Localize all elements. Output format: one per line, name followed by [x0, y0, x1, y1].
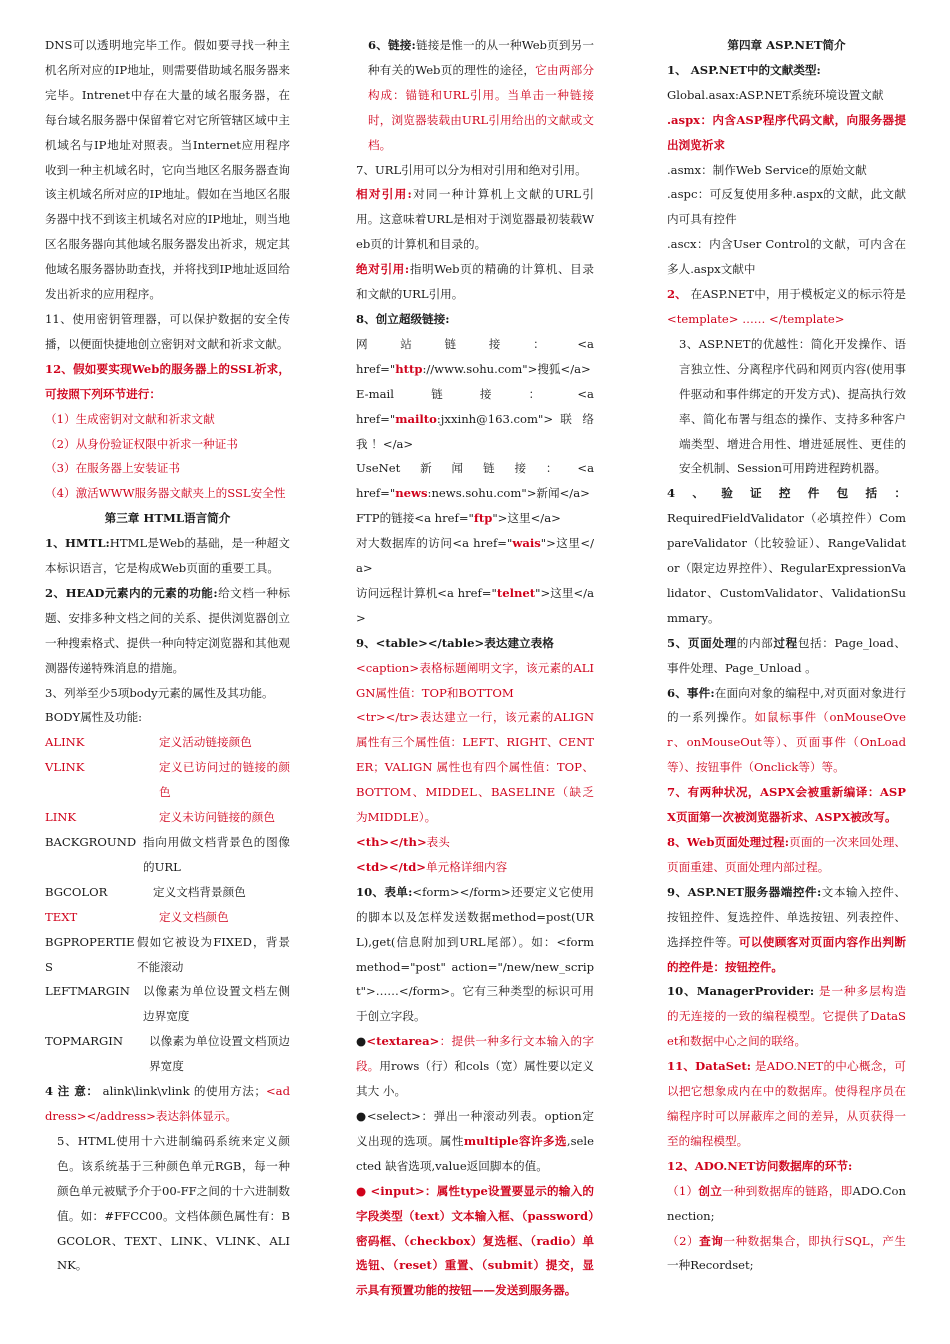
- item-9-table: [356, 631, 594, 656]
- attr-key: TOPMARGIN: [45, 1034, 123, 1049]
- attr-row-bgproperties: [45, 930, 290, 980]
- select-text2: ,selected 缺省选项,value返回脚本的值。: [356, 1133, 594, 1173]
- select-desc: ●<select>：弹出一种滚动列表。option定义出现的选项。属性multiple容许多选,selected 缺省选项,value返回脚本的值。: [356, 1108, 594, 1173]
- usenet-link-words: [356, 456, 594, 481]
- item-5-colors: 5、HTML使用十六进制编码系统来定义颜色。该系统基于三种颜色单元RGB，每一种颜色单元被赋予介于00-FF之间的十六进制数值。如：#FFCC00。文档体颜色属性有：BGCOLOR、TEXT、LINK、VLINK、ALINK。: [57, 1133, 290, 1273]
- telnet-link: [356, 581, 594, 631]
- code: ://www.sohu.com">搜狐</a>: [422, 361, 591, 376]
- form-text: <form></form>还要定义它使用的脚本以及怎样发送数据method=post(URL),get(信息附加到URL尾部）。如：<form method="post" action="/new/new_script">……</form>。它有三种类型的标识可用于创立字段。: [356, 884, 594, 1024]
- label: 6、事件:: [667, 685, 715, 700]
- absolute-label: 绝对引用:: [356, 262, 410, 277]
- events: [667, 681, 906, 781]
- red-text: 是一种多层构造的无连接的一致的编程模型。它提供了DataSet和数据中心之间的联络。: [667, 984, 906, 1049]
- word: 括: [865, 486, 878, 501]
- attr-key: TEXT: [45, 909, 78, 924]
- web-page-process: [667, 830, 906, 880]
- code: FTP的链接<a href=": [356, 511, 474, 526]
- attr-value: 定义文档颜色: [159, 909, 229, 924]
- recompile: 7、有两种状况，ASPX会被重新编译：ASPX页面第一次被浏览器祈求、ASPX被改写。: [667, 785, 906, 825]
- body-attr-question: 3、列举至少5项body元素的属性及其功能。: [45, 685, 274, 700]
- label: 5、页面处理: [667, 635, 737, 650]
- protocol: news: [395, 486, 428, 501]
- code: 对大数据库的访问<a href=": [356, 536, 513, 551]
- select-text: <select>：弹出一种滚动列表。option定义出现的选项。属性: [356, 1108, 594, 1148]
- website-link-code: [356, 357, 594, 382]
- body-attr-title: BODY属性及功能:: [45, 710, 143, 725]
- link-text: 链接是惟一的从一种Web页到另一种有关的Web页的理性的途径，: [368, 38, 594, 77]
- word: ：: [894, 486, 906, 501]
- word: 、: [692, 486, 704, 501]
- num: 2、: [667, 287, 687, 302]
- label: 11、DataSet:: [667, 1059, 751, 1074]
- word: 链: [444, 336, 457, 351]
- attr-value: 定义已访问过的链接的颜色: [159, 760, 290, 800]
- code: ">这里</a>: [356, 585, 594, 625]
- server-controls: [667, 880, 906, 980]
- num: （2）: [667, 1233, 700, 1248]
- word: 新: [420, 461, 432, 476]
- note-address: <address></address>表达斜体显示。: [45, 1084, 291, 1123]
- html-text: HTML是Web的基础，是一种超文本标识语言，它是构成Web页面的重要工具。: [45, 536, 290, 576]
- aspx-desc: .aspx：内含ASP程序代码文献，向服务器提出浏览祈求: [667, 112, 906, 152]
- item-12: 12、假如要实现Web的服务器上的SSL祈求，可按照下列环节进行：: [45, 361, 290, 401]
- num: （1）: [667, 1183, 699, 1198]
- code: href=": [356, 411, 396, 426]
- usenet-link-code: [356, 481, 594, 506]
- ado-steps-title: 12、ADO.NET访问数据库的环节:: [667, 1158, 853, 1173]
- textarea-desc: ●<textarea>：提供一种多行文本输入的字段。用rows（行）和cols（宽）属性要以定义其大 小。: [356, 1034, 594, 1099]
- attr-row-topmargin: [45, 1029, 290, 1079]
- protocol: ftp: [473, 511, 493, 526]
- bold: 过程: [773, 635, 798, 650]
- item-11: 11、使用密钥管理器，可以保护数据的安全传播，以便面快捷地创立密钥对文献和祈求文献。: [45, 311, 290, 351]
- attr-key: LINK: [45, 810, 77, 825]
- textarea-text: ：提供一种多行文本输入的字段。: [356, 1034, 594, 1074]
- attr-row-background: [45, 830, 290, 880]
- asmx-desc: .asmx：制作Web Service的原始文献: [667, 162, 867, 177]
- protocol: wais: [512, 536, 541, 551]
- attr-key: ALINK: [45, 735, 85, 750]
- html-label: 1、HMTL:: [45, 536, 110, 551]
- input-desc: ● <input>：属性type设置要显示的输入的字段类型（text）文本输入框、（password）密码框、（checkbox）复选框、（radio）单选钮、（reset）重置、（submit）提交，显示具有预置功能的按钮——发送到服务器。: [356, 1183, 594, 1298]
- aspc-desc: .aspc：可反复使用多种.aspx的文献，此文献内可具有控件: [667, 187, 906, 227]
- link-label: 6、链接:: [368, 38, 416, 52]
- code: :news.sohu.com">新闻</a>: [427, 486, 590, 501]
- relative-ref: [356, 182, 594, 257]
- tail: 一种Recordset;: [667, 1258, 754, 1273]
- code: 访问远程计算机<a href=": [356, 585, 497, 600]
- caption-desc: <caption>表格标题阐明文字，该元素的ALIGN属性值：TOP和BOTTOM: [356, 660, 594, 700]
- attr-key: BGCOLOR: [45, 884, 108, 899]
- word: 站: [400, 336, 412, 351]
- text: 的内部: [736, 635, 774, 650]
- word: 闻: [451, 461, 464, 476]
- td-tag: <td></td>: [356, 859, 427, 874]
- text: 文本输入控件、按钮控件、复选控件、单选按钮、列表控件、选择控件等。: [667, 884, 906, 949]
- code: :jxxinh@163.com"> 联 络 我 ！</a>: [356, 411, 594, 451]
- attr-value: 定义未访问链接的颜色: [159, 810, 275, 825]
- word: ：: [533, 336, 545, 351]
- absolute-text: 指明Web页的精确的计算机、目录和文献的URL引用。: [356, 262, 594, 302]
- attr-row-leftmargin: [45, 979, 290, 1029]
- th-desc: [356, 830, 594, 855]
- absolute-ref: [356, 257, 594, 307]
- relative-label: 相对引用:: [356, 187, 412, 202]
- select-multiple: multiple容许多选: [463, 1133, 567, 1148]
- attr-row-bgcolor: [45, 880, 290, 905]
- red-text: 页面的一次来回处理、页面重建、页面处理内部过程。: [667, 835, 906, 874]
- word: 接: [479, 386, 492, 401]
- word: 链: [483, 461, 495, 476]
- attr-key: LEFTMARGIN: [45, 984, 130, 999]
- protocol: telnet: [496, 585, 536, 600]
- head-label: 2、HEAD元素内的元素的功能:: [45, 585, 218, 600]
- column-middle: [356, 33, 594, 1303]
- note-label: 4 注 意：: [45, 1084, 99, 1099]
- validators-title: [667, 481, 906, 506]
- validators-list: RequiredFieldValidator（必填控件）CompareValidator（比较验证）、RangeValidator（限定边界控件）、RegularExpressionValidator、CustomValidator、ValidationSummary。: [667, 511, 906, 625]
- ascx-desc: .ascx：内含User Control的文献，可内含在多人.aspx文献中: [667, 237, 906, 277]
- word: 件: [807, 486, 820, 501]
- template-text: 在ASP.NET中，用于模板定义的标示符是: [690, 287, 906, 302]
- label: 10、ManagerProvider:: [667, 984, 815, 999]
- head-text: 给文档一种标题、安排多种文档之间的关系、提供浏览器创立一种搜索格式、提供一种向特定浏览器和其他观测器传递特殊消息的措施。: [45, 585, 290, 675]
- item-6-link: [356, 33, 594, 158]
- word: 网: [356, 336, 368, 351]
- email-link-code: [356, 407, 594, 457]
- relative-text: 对同一种计算机上文献的URL引用。这意味着URL是相对于浏览器最初装载Web页的计算机和目录的。: [356, 187, 595, 252]
- word: 链: [431, 386, 443, 401]
- bold: 查询: [699, 1233, 724, 1248]
- attr-value: 假如它被设为FIXED，背景不能滚动: [137, 934, 290, 974]
- code: ">这里</a>: [492, 511, 561, 526]
- table-label: 9、<table></table>表达: [356, 635, 508, 650]
- td-desc: [356, 855, 594, 880]
- word: 控: [778, 486, 791, 501]
- dataset: [667, 1054, 906, 1154]
- word: ：: [528, 386, 541, 401]
- attr-value: 以像素为单位设置文档左侧边界宽度: [143, 984, 290, 1024]
- attr-key: VLINK: [45, 760, 85, 775]
- form-label: 10、表单:: [356, 884, 413, 899]
- word: <a: [577, 461, 594, 476]
- item-7-url: 7、URL引用可以分为相对引用和绝对引用。: [356, 162, 587, 177]
- attr-row-text: [45, 905, 290, 930]
- text: 在面向对象的编程中,对页面对象进行的一系列操作。: [667, 685, 906, 725]
- item-10-form: [356, 880, 594, 1029]
- column-right: [667, 33, 906, 1278]
- manager-provider: [667, 979, 906, 1054]
- template-tag: <template> …… </template>: [667, 311, 845, 326]
- textarea-tag: <textarea>: [366, 1034, 440, 1049]
- word: <a: [577, 336, 594, 351]
- protocol: http: [395, 361, 423, 376]
- th-tag: <th></th>: [356, 835, 427, 849]
- advantages: 3、ASP.NET的优越性：简化开发操作、语言独立性、分离程序代码和网页内容(使用事件驱动和事件绑定的开发方式)、提高执行效率、简化布署与组态的操作、支持多种客户端类型、增进合用性、增进延展性、更佳的安全机制、Session可用跨进程跨机器。: [679, 336, 906, 476]
- textarea-text2: 用rows（行）和cols（宽）属性要以定义其大 小。: [356, 1059, 594, 1099]
- word: <a: [577, 386, 594, 401]
- red-text: 如鼠标事件（onMouseOver、onMouseOut等）、页面事件（OnLoad等）、按钮事件（Onclick等）等。: [667, 710, 906, 775]
- note-text: alink\link\vlink 的使用方法；: [102, 1084, 266, 1099]
- column-left: [45, 33, 290, 1278]
- code: ">这里</a>: [356, 536, 594, 576]
- attr-value: 定义活动链接颜色: [159, 735, 252, 750]
- td-text: 单元格详细内容: [426, 859, 508, 874]
- chapter-4-heading: 第四章 ASP.NET简介: [727, 38, 846, 52]
- attr-key: BGPROPERTIES: [45, 934, 135, 974]
- head-elements: [45, 581, 290, 681]
- tr-desc: <tr></tr>表达建立一行，该元素的ALIGN属性有三个属性值：LEFT、RIGHT、CENTER；VALIGN 属性也有四个属性值：TOP、BOTTOM、MIDDEL、BASELINE（缺乏为MIDDLE）。: [356, 710, 594, 825]
- attr-key: BACKGROUND: [45, 835, 137, 849]
- attr-value: 以像素为单位设置文档顶边界宽度: [149, 1034, 290, 1074]
- note-4: [45, 1079, 290, 1129]
- dns-paragraph: DNS可以透明地完毕工作。假如要寻找一种主机名所对应的IP地址，则需要借助域名服务器来完毕。Intrenet中存在大量的域名服务器，在每台域名服务器中保留着它对它所管辖区域中主机域名与IP地址对照表。当Internet应用程序收到一种主机域名时，它向当地区名服务器查询该主机域名所对应的IP地址。假如在当地区名服务器中找不到该主机域名对应的IP地址，则当地区名服务器向其他域名服务器发出祈求，规定其他域名服务器协助查找，并将找到IP地址返回给发出祈求的应用程序。: [45, 38, 290, 302]
- link-red-text: 它由两部分构成：锚链和URL引用。当单击一种链接时，浏览器装载由URL引用给出的文献或文档。: [368, 62, 594, 152]
- ssl-step-1: （1）生成密钥对文献和祈求文献: [45, 411, 215, 426]
- label: 8、Web页面处理过程:: [667, 835, 790, 849]
- word: 4: [667, 486, 676, 501]
- protocol: mailto: [395, 411, 437, 426]
- word: 证: [750, 486, 762, 501]
- html-definition: [45, 531, 290, 581]
- text2: 包括：Page_load、事件处理、Page_Unload 。: [667, 635, 906, 675]
- ssl-step-2: （2）从身份验证权限中祈求一种证书: [45, 436, 238, 451]
- attr-value: 指向用做文档背景色的图像的URL: [143, 835, 290, 874]
- global-asax: Global.asax:ASP.NET系统环境设置文献: [667, 87, 884, 102]
- ado-step-2: [667, 1229, 906, 1279]
- red-text: 是ADO.NET的中心概念，可以把它想象成内在中的数据库。使得程序员在编程序时可以屏蔽库之间的差异，从页获得一至的编程模型。: [667, 1059, 906, 1148]
- attr-value: 定义文档背景颜色: [153, 884, 246, 899]
- bold: 创立: [698, 1183, 723, 1198]
- wais-link: [356, 531, 594, 581]
- website-link-words: [356, 332, 594, 357]
- red-text: 可以使顾客对页面内容作出判断的控件是：按钮控件。: [667, 934, 906, 974]
- red-text: 一种到数据库的链路，即: [722, 1183, 853, 1198]
- ssl-step-3: （3）在服务器上安装证书: [45, 461, 180, 476]
- red-text: 一种数据集合，即执行SQL，产生: [723, 1233, 906, 1248]
- word: 接: [514, 461, 527, 476]
- template-item: [667, 282, 906, 332]
- word: E-mail: [356, 386, 394, 401]
- attr-row-alink: [45, 730, 290, 755]
- attr-row-vlink: [45, 755, 290, 805]
- label: 9、ASP.NET服务器端控件:: [667, 884, 822, 899]
- item-8-hyperlink: 8、创立超级链接:: [356, 311, 450, 326]
- word: 接: [488, 336, 501, 351]
- page-process: [667, 631, 906, 681]
- word: UseNet: [356, 461, 401, 476]
- chapter-3-heading: 第三章 HTML语言简介: [104, 511, 231, 526]
- file-types-title: 1、 ASP.NET中的文献类型:: [667, 62, 821, 77]
- code: href=": [356, 486, 396, 501]
- th-text: 表头: [426, 835, 450, 849]
- ssl-step-4: （4）激活WWW服务器文献夹上的SSL安全性: [45, 486, 286, 501]
- email-link-words: [356, 382, 594, 407]
- ftp-link: [356, 506, 594, 531]
- word: ：: [545, 461, 558, 476]
- word: 包: [836, 486, 849, 501]
- word: 验: [721, 486, 733, 501]
- attr-row-link: [45, 805, 290, 830]
- table-bold: 建立表格: [507, 635, 554, 650]
- tail: ADO.Connection;: [667, 1183, 906, 1223]
- ado-step-1: [667, 1179, 906, 1229]
- code: href=": [356, 361, 396, 376]
